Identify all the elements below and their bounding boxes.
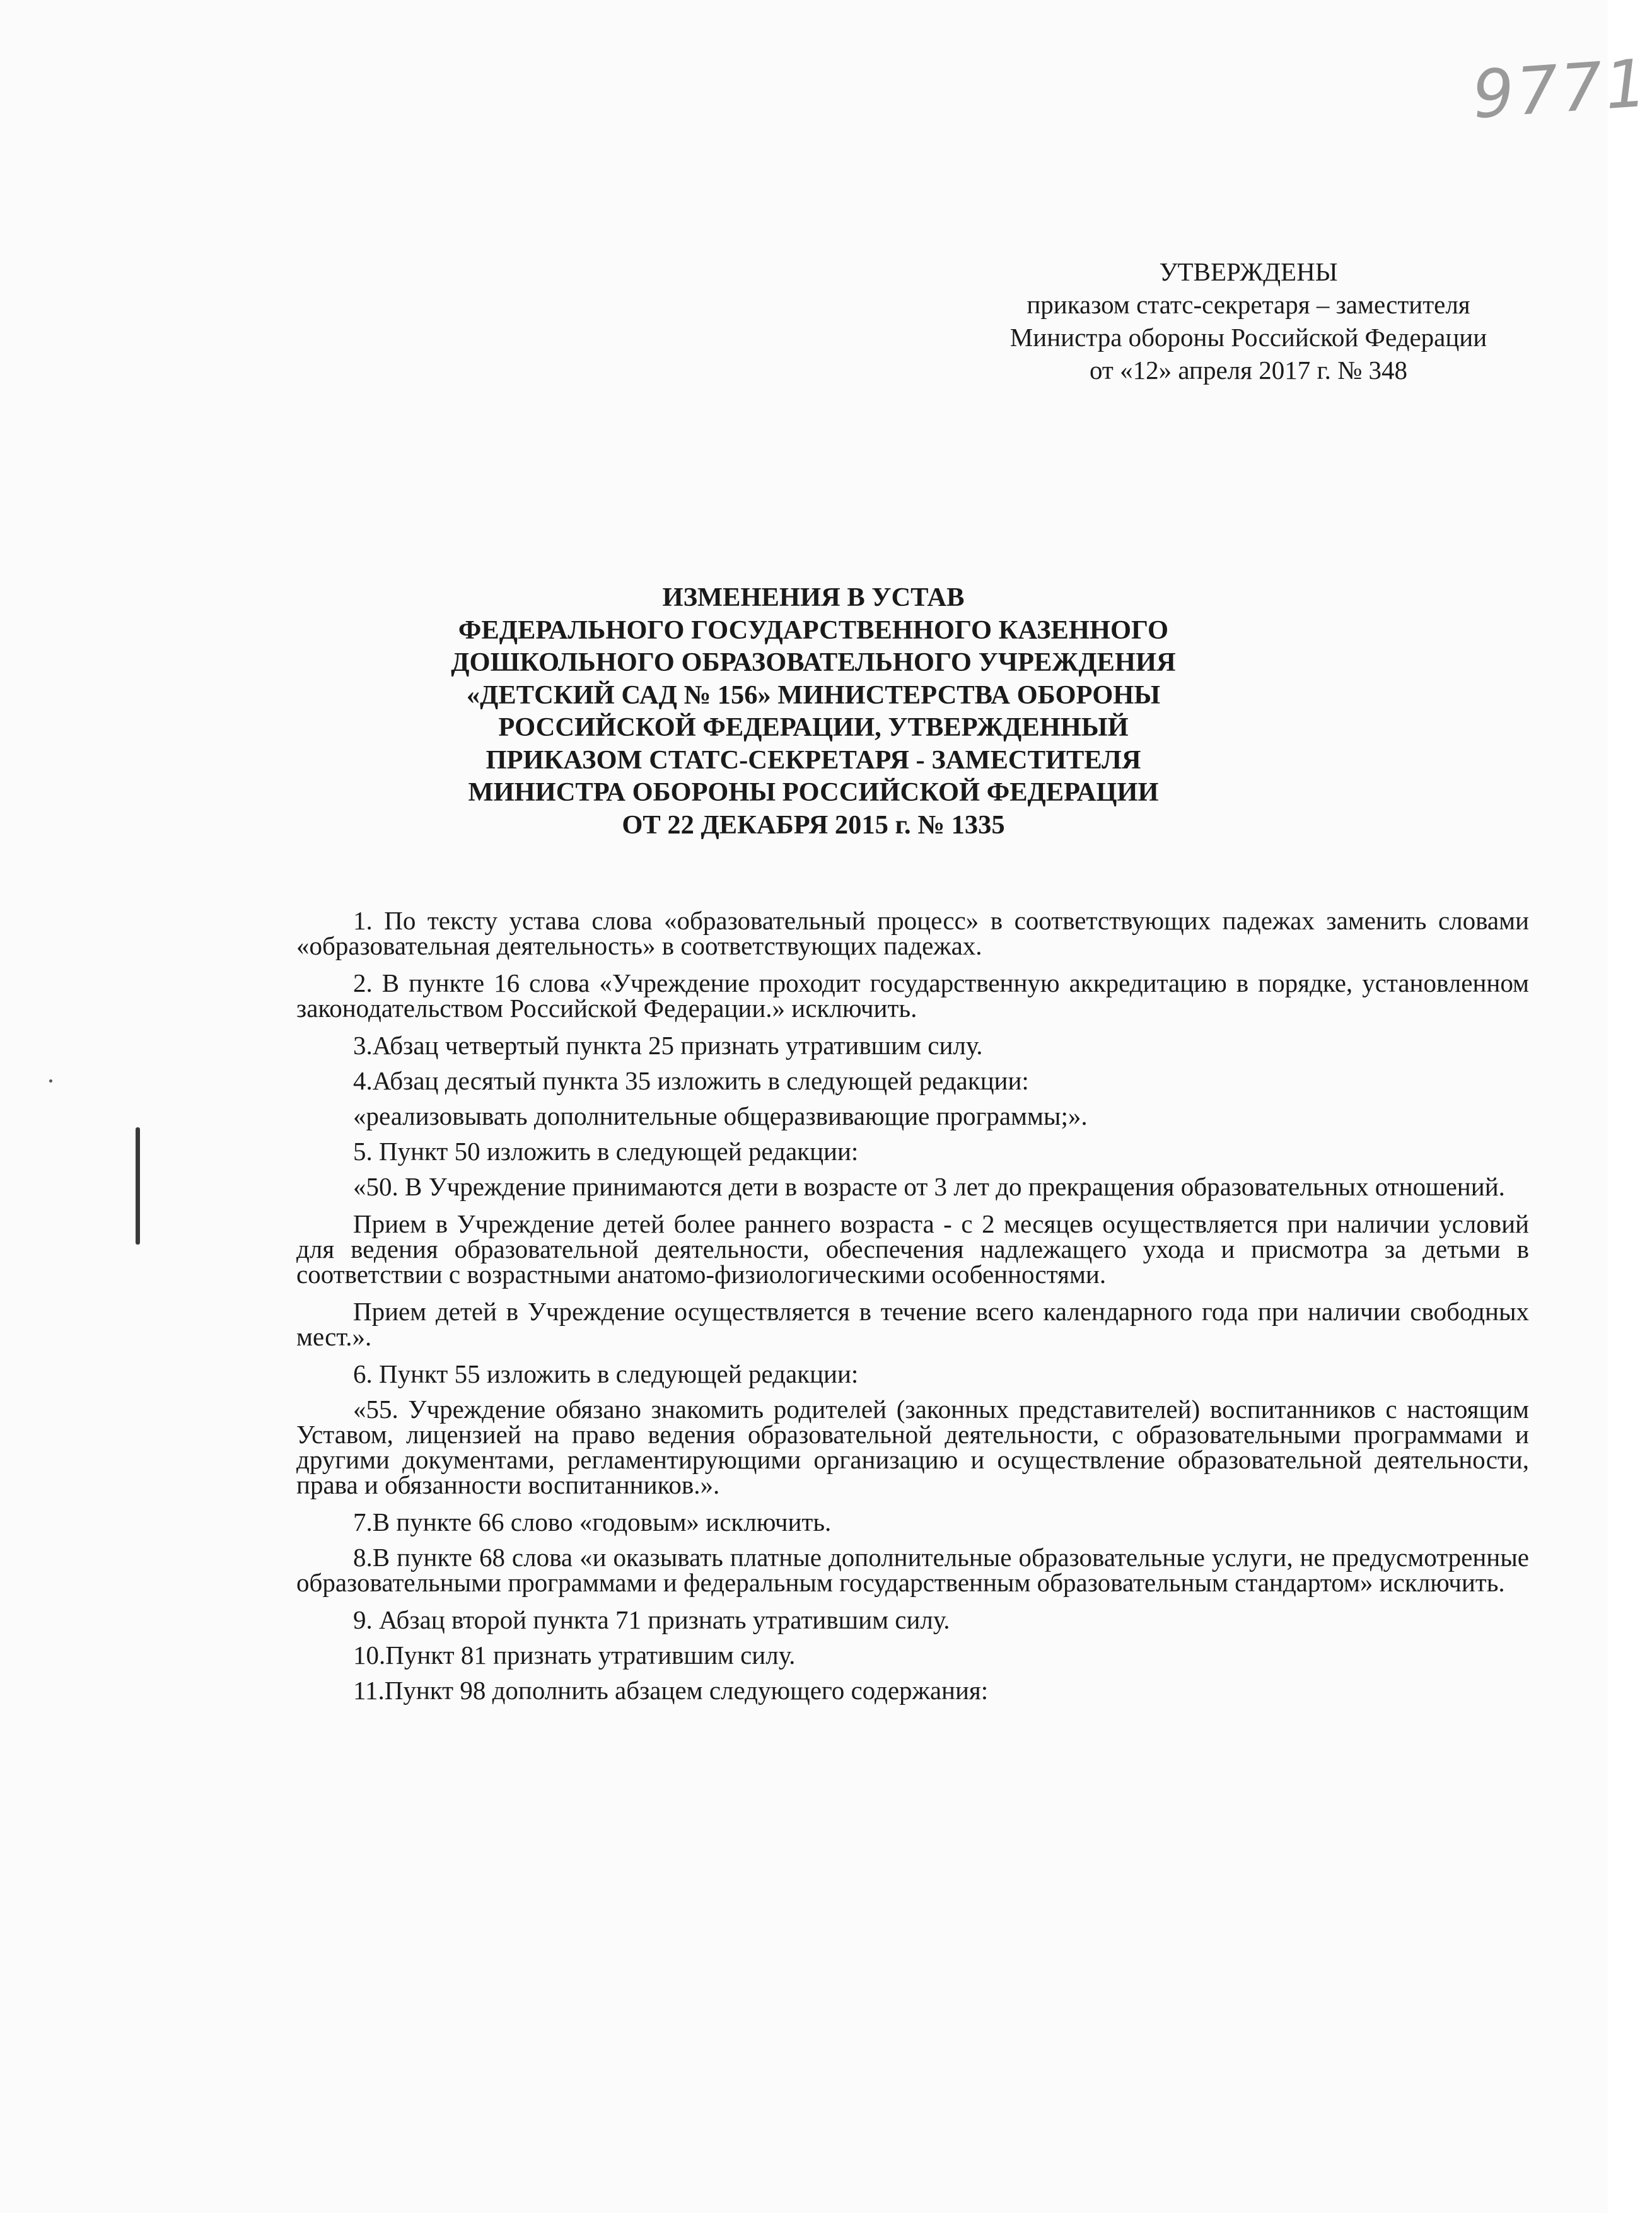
amendment-paragraph: 3.Абзац четвертый пункта 25 признать утратившим силу. (353, 1031, 983, 1060)
document-title-line: «ДЕТСКИЙ САД № 156» МИНИСТЕРСТВА ОБОРОНЫ (466, 680, 1161, 710)
amendment-paragraph: 4.Абзац десятый пункта 35 изложить в следующей редакции: (353, 1066, 1029, 1095)
amendment-paragraph: 9. Абзац второй пункта 71 признать утратившим силу. (353, 1605, 950, 1634)
handwritten-document-number: 9771 (1470, 44, 1652, 134)
amendment-paragraph: 11.Пункт 98 дополнить абзацем следующего содержания: (353, 1676, 989, 1705)
document-body (296, 908, 1529, 1713)
document-title-line: РОССИЙСКОЙ ФЕДЕРАЦИИ, УТВЕРЖДЕННЫЙ (498, 712, 1129, 742)
margin-pen-mark (136, 1127, 140, 1245)
amendment-paragraph: 8.В пункте 68 слова «и оказывать платные дополнительные образовательные услуги, не предусмотренные образовательными программами и федеральным государственным образовательным стандартом» исключить. (296, 1543, 1529, 1597)
approval-line: приказом статс-секретаря – заместителя (1027, 290, 1470, 319)
amendment-paragraph: 2. В пункте 16 слова «Учреждение проходит государственную аккредитацию в порядке, установленном законодательством Российской Федерации.» исключить. (296, 968, 1529, 1023)
amendment-paragraph: «55. Учреждение обязано знакомить родителей (законных представителей) воспитанников с настоящим Уставом, лицензией на право ведения образовательной деятельности, с образовательными программами и другими документами, регламентирующими организацию и осуществление образовательной деятельности, права и обязанности воспитанников.». (296, 1395, 1529, 1499)
document-title-line: МИНИСТРА ОБОРОНЫ РОССИЙСКОЙ ФЕДЕРАЦИИ (468, 777, 1159, 807)
document-title-line: ИЗМЕНЕНИЯ В УСТАВ (662, 583, 965, 612)
document-title-line: ФЕДЕРАЛЬНОГО ГОСУДАРСТВЕННОГО КАЗЕННОГО (458, 615, 1169, 645)
document-title-line: ПРИКАЗОМ СТАТС-СЕКРЕТАРЯ - ЗАМЕСТИТЕЛЯ (486, 745, 1141, 775)
amendment-paragraph: «реализовывать дополнительные общеразвивающие программы;». (353, 1101, 1088, 1130)
document-title (303, 581, 1324, 841)
approval-line: от «12» апреля 2017 г. № 348 (1089, 356, 1408, 385)
amendment-paragraph: Прием в Учреждение детей более раннего возраста - с 2 месяцев осуществляется при наличии условий для ведения образовательной деятельности, обеспечения надлежащего ухода и присмотра за детьми в соответствии с возрастными анатомо-физиологическими особенностями. (296, 1209, 1529, 1289)
document-title-line: ОТ 22 ДЕКАБРЯ 2015 г. № 1335 (622, 810, 1005, 840)
amendment-paragraph: «50. В Учреждение принимаются дети в возрасте от 3 лет до прекращения образовательных отношений. (353, 1172, 1505, 1201)
document-title-line: ДОШКОЛЬНОГО ОБРАЗОВАТЕЛЬНОГО УЧРЕЖДЕНИЯ (451, 648, 1176, 677)
approval-line: Министра обороны Российской Федерации (1009, 323, 1487, 352)
amendment-paragraph: 6. Пункт 55 изложить в следующей редакции: (353, 1359, 859, 1388)
amendment-paragraph: Прием детей в Учреждение осуществляется в течение всего календарного года при наличии свободных мест.». (296, 1297, 1529, 1351)
amendment-paragraph: 1. По тексту устава слова «образовательный процесс» в соответствующих падежах заменить словами «образовательная деятельность» в соответствующих падежах. (296, 906, 1529, 960)
amendment-paragraph: 10.Пункт 81 признать утратившим силу. (353, 1641, 796, 1670)
amendment-paragraph: 5. Пункт 50 изложить в следующей редакции: (353, 1137, 859, 1166)
approval-title: УТВЕРЖДЕНЫ (1159, 257, 1338, 286)
scan-speck (49, 1079, 52, 1083)
approval-stamp-block (946, 255, 1551, 386)
amendment-paragraph: 7.В пункте 66 слово «годовым» исключить. (353, 1507, 832, 1536)
